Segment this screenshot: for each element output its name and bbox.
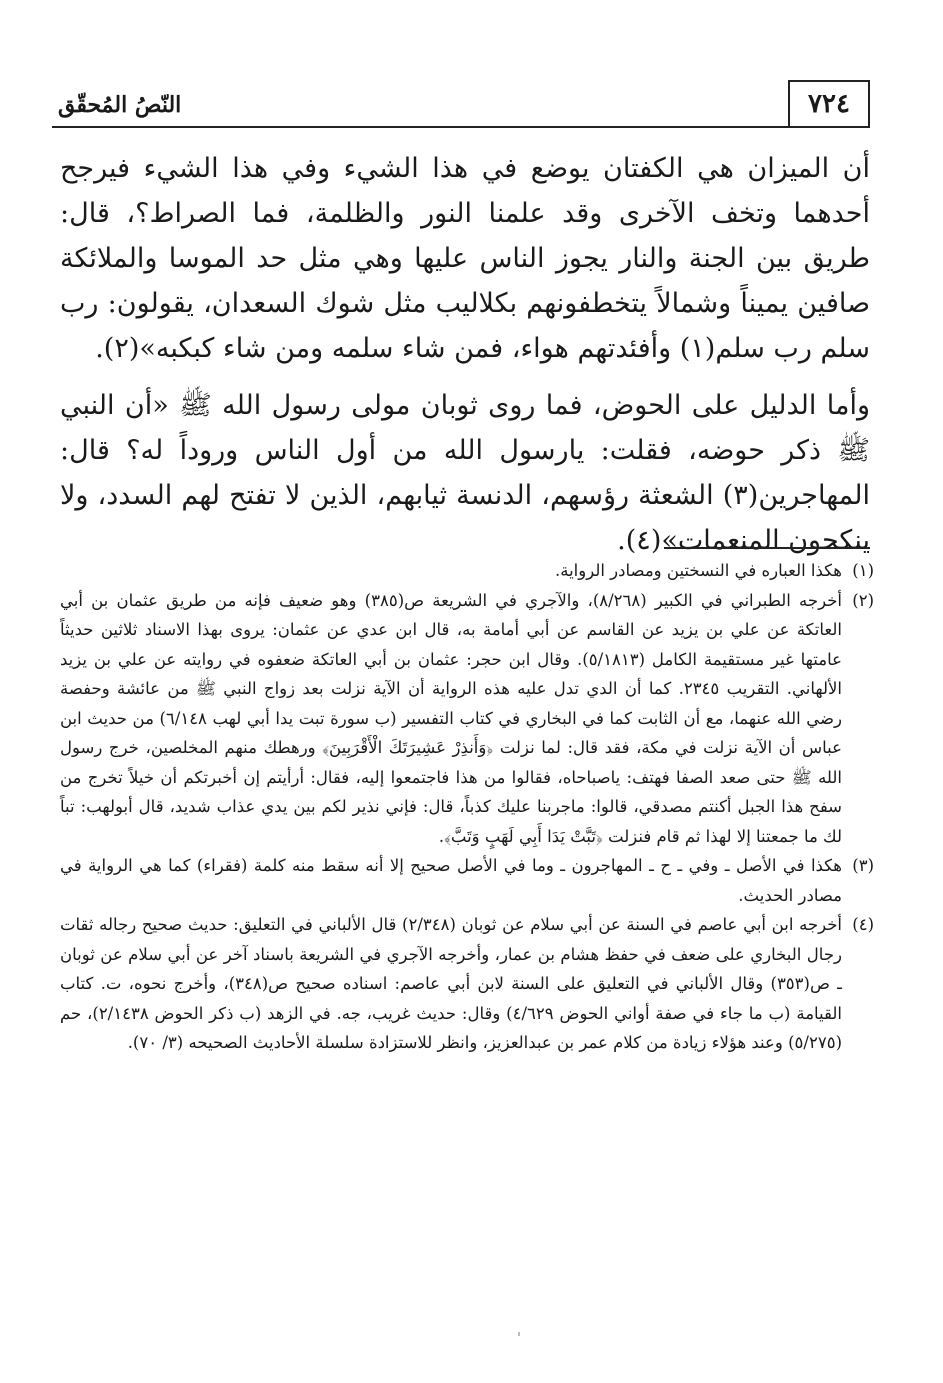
page-number-box xyxy=(788,80,870,126)
footnote-text: أخرجه الطبراني في الكبير (٨/٢٦٨)، والآجري في الشريعة ص(٣٨٥) وهو ضعيف فإنه من طريق عثمان بن أبي العاتكة عن علي بن يزيد عن القاسم عن أبي أمامة به، قال ابن عدي عن عثمان: يروى بهذا الاسناد ثلاثين حديثاً عامتها غير مستقيمة الكامل (٥/١٨١٣). وقال ابن حجر: عثمان بن أبي العاتكة ضعفوه في روايته عن علي بن يزيد الألهاني. التقريب ٢٣٤٥. كما أن الدي تدل عليه هذه الرواية أن الآية نزلت بعد زواج النبي ﷺ من عائشة وحفصة رضي الله عنهما، مع أن الثابت كما في البخاري في كتاب التفسير (ب سورة تبت يدا أبي لهب ٦/١٤٨) من حديث ابن عباس أن الآية نزلت في مكة، فقد قال: لما نزلت ﴿وَأَنذِرْ عَشِيرَتَكَ الْأَقْرَبِينَ﴾ ورهطك منهم المخلصين، خرج رسول الله ﷺ حتى صعد الصفا فهتف: ياصباحاه، فقالوا من هذا فاجتمعوا إليه، فقال: أرأيتم إن أخبرتكم أن خيلاً تخرج من سفح هذا الجبل أكنتم مصدقي، قالوا: ماجربنا عليك كذباً، قال: فإني نذير لكم بين يدي عذاب شديد، قال أبولهب: تباً لك ما جمعتنا إلا لهذا ثم قام فنزلت ﴿تَبَّتْ يَدَا أَبِي لَهَبٍ وَتَبَّ﴾. xyxy=(60,590,842,846)
footnote-separator xyxy=(664,547,870,549)
page-number: ٧٢٤ xyxy=(808,89,850,119)
footnote-number: (٣) xyxy=(852,856,874,875)
footnote-4 xyxy=(60,910,874,1058)
main-paragraph-1: أن الميزان هي الكفتان يوضع في هذا الشيء وفي هذا الشيء فيرجح أحدهما وتخف الآخرى وقد علمنا النور والظلمة، فما الصراط؟، قال: طريق بين الجنة والنار يجوز الناس عليها وهي مثل حد الموسا والملائكة صافين يميناً وشمالاً يتخطفونهم بكلاليب مثل شوك السعدان، يقولون: رب سلم رب سلم(١) وأفئدتهم هواء، فمن شاء سلمه ومن شاء كبكبه»(٢). xyxy=(60,153,870,364)
footnote-number: (٢) xyxy=(852,590,874,610)
scan-speck xyxy=(518,1332,520,1336)
footnote-number: (٤) xyxy=(852,915,874,934)
footnote-2 xyxy=(60,586,874,852)
page-header xyxy=(52,80,870,128)
footnote-1 xyxy=(60,556,874,586)
footnote-3 xyxy=(60,851,874,910)
footnote-text: هكذا العباره في النسختين ومصادر الرواية. xyxy=(554,561,842,580)
footnote-number: (١) xyxy=(852,561,874,580)
main-text xyxy=(60,146,870,563)
running-title: النّصُ المُحقّق xyxy=(58,92,182,118)
footnote-text: هكذا في الأصل ـ وفي ـ ح ـ المهاجرون ـ وما في الأصل صحيح إلا أنه سقط منه كلمة (فقراء) كما هي الرواية في مصادر الحديث. xyxy=(60,856,842,905)
footnote-text: أخرجه ابن أبي عاصم في السنة عن أبي سلام عن ثوبان (٢/٣٤٨) قال الألباني في التعليق: حديث صحيح رجاله ثقات رجال البخاري على ضعف في حفظ هشام بن عمار، وأخرجه الآجري في الشريعة باسناد آخر عن أبي سلام عن ثوبان ـ ص(٣٥٣) وقال الألباني في التعليق على السنة لابن أبي عاصم: اسناده صحيح ص(٣٤٨)، وأخرج نحوه، ت. كتاب القيامة (ب ما جاء في صفة أواني الحوض ٤/٦٢٩) وقال: حديث غريب، جه. في الزهد (ب ذكر الحوض ٢/١٤٣٨)، حم (٥/٢٧٥) وعند هؤلاء زيادة من كلام عمر بن عبدالعزيز، وانظر للاستزادة سلسلة الأحاديث الصحيحه (٣/ ٧٠). xyxy=(60,915,842,1052)
main-paragraph-2: وأما الدليل على الحوض، فما روى ثوبان مولى رسول الله ﷺ «أن النبي ﷺ ذكر حوضه، فقلت: يارسول الله من أول الناس وروداً له؟ قال: المهاجرين(٣) الشعثة رؤسهم، الدنسة ثيابهم، الذين لا تفتح لهم السدد، ولا ينكحون المنعمات»(٤). xyxy=(60,390,870,556)
footnotes xyxy=(60,556,874,1058)
